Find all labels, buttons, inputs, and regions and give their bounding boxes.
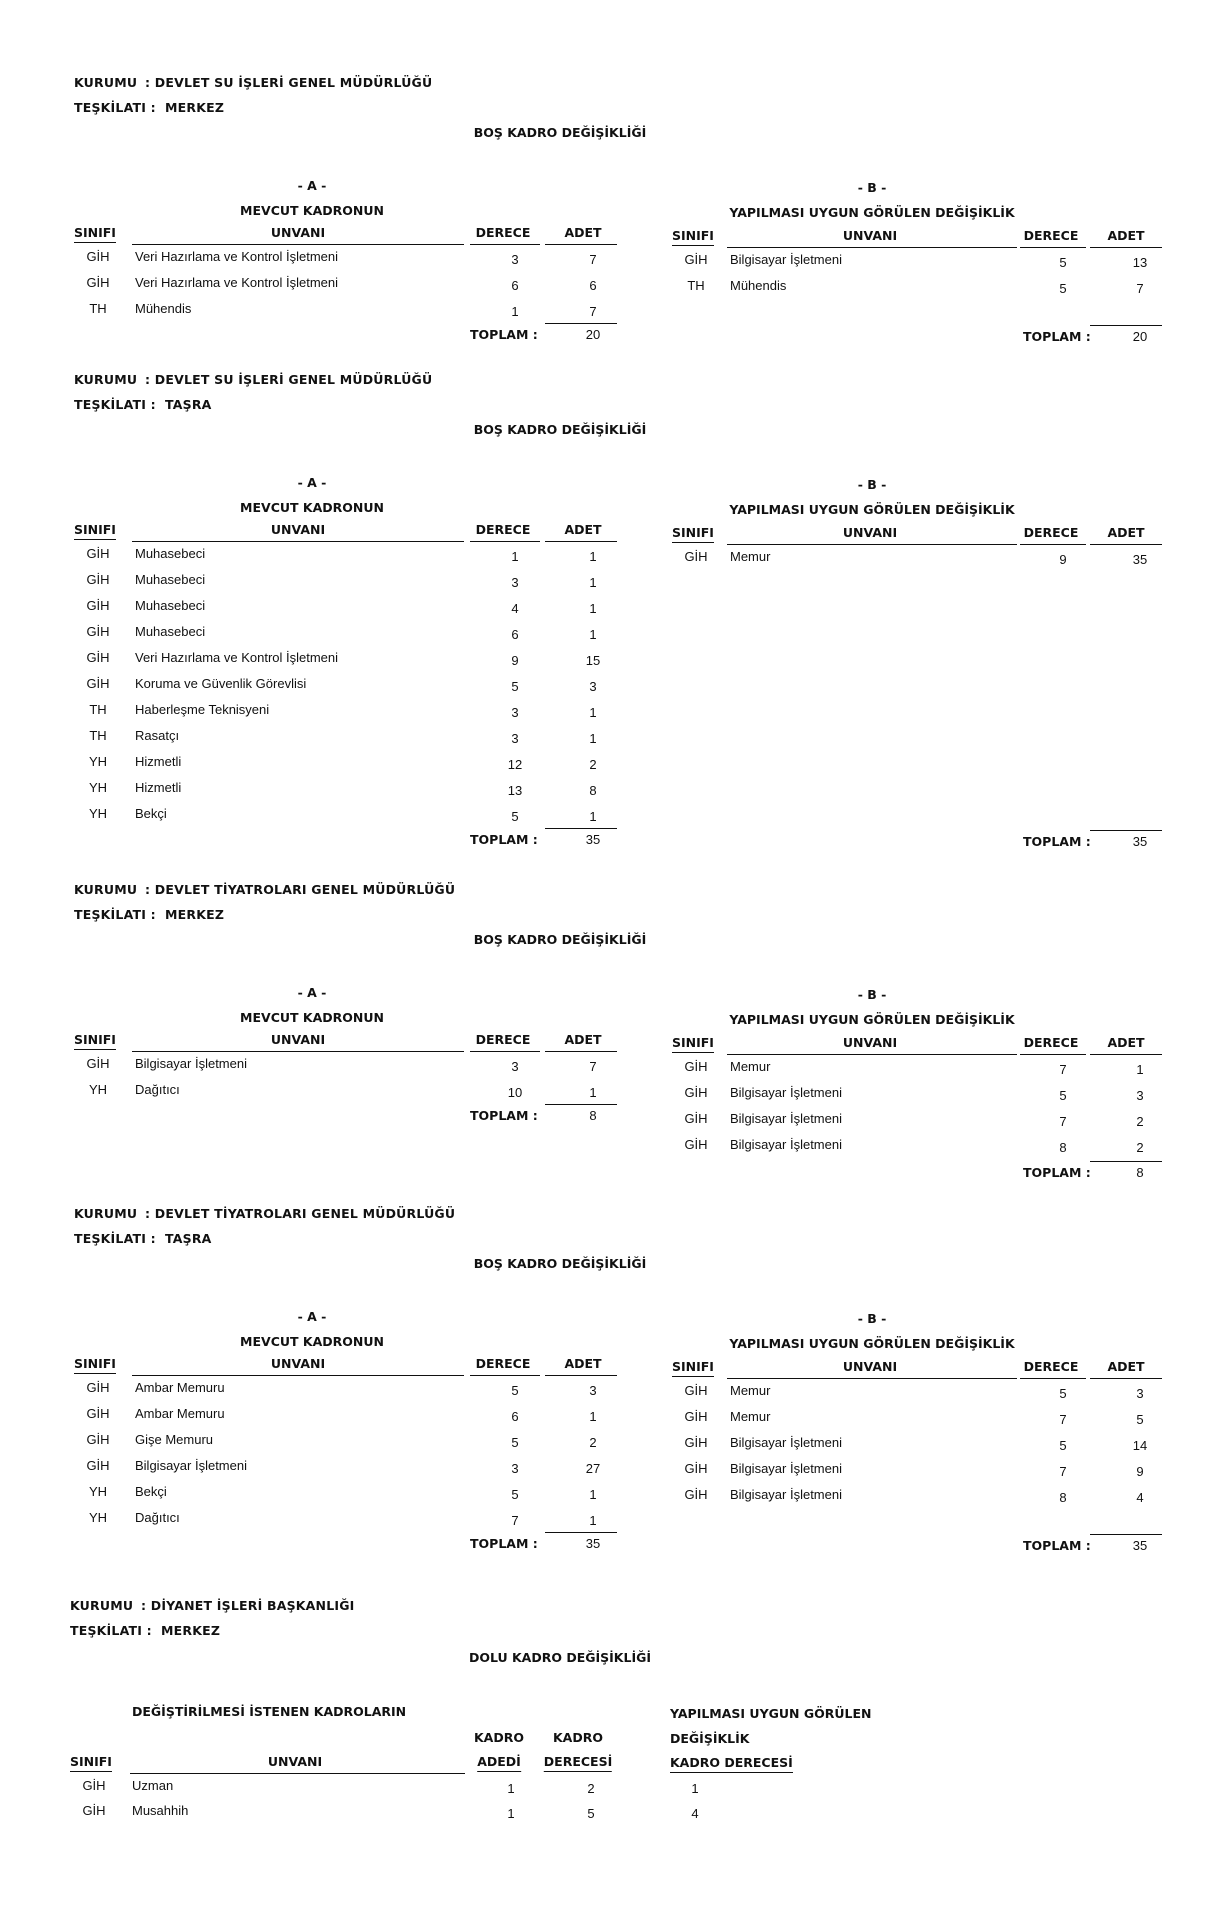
a-row-derece: 7 (511, 1513, 519, 1528)
a-total-value: 35 (585, 832, 601, 847)
b-header-rule-unvan (727, 247, 1017, 248)
a-col-unvani: UNVANI (270, 1032, 326, 1047)
a-row-adet: 2 (589, 1435, 597, 1450)
a-row-derece: 5 (511, 679, 519, 694)
b-row-sinif: GİH (684, 1409, 708, 1424)
b-heading: YAPILMASI UYGUN GÖRÜLEN DEĞİŞİKLİK (729, 1336, 1015, 1351)
b-row-derece: 7 (1059, 1412, 1067, 1427)
kurumu-label: KURUMU (74, 372, 138, 387)
a-row-sinif: GİH (86, 624, 110, 639)
b-row-derece: 9 (1059, 552, 1067, 567)
dolu-row-derecesi: 2 (587, 1781, 595, 1796)
b-col-sinifi: SINIFI (672, 1359, 714, 1377)
b-header-rule-adet (1090, 1054, 1162, 1055)
col-unvani: UNVANI (267, 1754, 323, 1769)
teskilati-value: MERKEZ (165, 907, 225, 922)
b-col-adet: ADET (1107, 525, 1145, 540)
a-row-sinif: YH (88, 1082, 108, 1097)
section-title: BOŞ KADRO DEĞİŞİKLİĞİ (473, 1256, 647, 1271)
b-total-rule (1090, 1161, 1162, 1162)
section-title: DOLU KADRO DEĞİŞİKLİĞİ (468, 1650, 652, 1665)
b-row-adet: 1 (1136, 1062, 1144, 1077)
b-total-label: TOPLAM : (1023, 1538, 1091, 1553)
a-row-sinif: GİH (86, 676, 110, 691)
b-row-adet: 7 (1136, 281, 1144, 296)
b-col-adet: ADET (1107, 228, 1145, 243)
a-row-sinif: GİH (86, 1380, 110, 1395)
degistirilmesi-heading: DEĞİŞTİRİLMESİ İSTENEN KADROLARIN (132, 1704, 407, 1719)
a-row-adet: 1 (589, 601, 597, 616)
b-col-sinifi: SINIFI (672, 525, 714, 543)
a-row-unvan: Dağıtıcı (135, 1510, 180, 1525)
b-total-rule (1090, 325, 1162, 326)
dolu-row-adedi: 1 (507, 1806, 515, 1821)
b-row-unvan: Bilgisayar İşletmeni (730, 1137, 842, 1152)
dolu-row-unvan: Musahhih (132, 1803, 189, 1818)
teskilati-value: TAŞRA (165, 1231, 212, 1246)
b-marker: - B - (857, 987, 887, 1002)
a-row-sinif: GİH (86, 546, 110, 561)
b-row-sinif: TH (687, 278, 705, 293)
b-row-derece: 5 (1059, 255, 1067, 270)
a-row-unvan: Muhasebeci (135, 572, 206, 587)
a-row-unvan: Rasatçı (135, 728, 180, 743)
b-row-sinif: GİH (684, 1435, 708, 1450)
b-row-unvan: Bilgisayar İşletmeni (730, 1461, 842, 1476)
a-col-sinifi: SINIFI (74, 225, 116, 243)
a-header-rule-adet (545, 541, 617, 542)
b-row-unvan: Mühendis (730, 278, 787, 293)
a-header-rule-derece (470, 1051, 540, 1052)
a-row-unvan: Bilgisayar İşletmeni (135, 1056, 247, 1071)
section-title: BOŞ KADRO DEĞİŞİKLİĞİ (473, 422, 647, 437)
a-col-unvani: UNVANI (270, 225, 326, 240)
b-row-adet: 13 (1132, 255, 1148, 270)
a-row-adet: 3 (589, 679, 597, 694)
a-header-rule-unvan (132, 541, 464, 542)
a-row-unvan: Ambar Memuru (135, 1380, 225, 1395)
a-header-rule-unvan (132, 244, 464, 245)
a-row-adet: 1 (589, 809, 597, 824)
teskilati-label: TEŞKİLATI : (74, 1231, 156, 1246)
a-header-rule-derece (470, 1375, 540, 1376)
dolu-row-sinif: GİH (82, 1803, 106, 1818)
teskilati-value: MERKEZ (165, 100, 225, 115)
a-header-rule-unvan (132, 1051, 464, 1052)
b-header-rule-unvan (727, 1378, 1017, 1379)
a-row-derece: 5 (511, 1435, 519, 1450)
a-row-derece: 3 (511, 1059, 519, 1074)
a-row-derece: 3 (511, 252, 519, 267)
kurumu-label: KURUMU (74, 75, 138, 90)
b-row-unvan: Bilgisayar İşletmeni (730, 1085, 842, 1100)
b-row-derece: 8 (1059, 1490, 1067, 1505)
teskilati-label: TEŞKİLATI : (74, 907, 156, 922)
b-header-rule-derece (1020, 1378, 1086, 1379)
b-row-adet: 4 (1136, 1490, 1144, 1505)
a-marker: - A - (297, 985, 327, 1000)
b-row-sinif: GİH (684, 549, 708, 564)
a-row-sinif: GİH (86, 1432, 110, 1447)
a-row-unvan: Dağıtıcı (135, 1082, 180, 1097)
a-total-rule (545, 1532, 617, 1533)
a-col-sinifi: SINIFI (74, 1356, 116, 1374)
a-row-derece: 12 (507, 757, 523, 772)
b-row-unvan: Memur (730, 1409, 771, 1424)
b-marker: - B - (857, 477, 887, 492)
b-row-derece: 8 (1059, 1140, 1067, 1155)
b-header-rule-unvan (727, 544, 1017, 545)
a-col-adet: ADET (564, 1356, 602, 1371)
a-total-label: TOPLAM : (470, 832, 538, 847)
b-total-value: 8 (1136, 1165, 1144, 1180)
a-heading: MEVCUT KADRONUN (240, 500, 384, 515)
col-kadro-derecesi: KADRO DERECESİ (670, 1755, 793, 1773)
kurumu-label: KURUMU (74, 882, 138, 897)
col-adedi: ADEDİ (477, 1754, 521, 1772)
a-row-adet: 6 (589, 278, 597, 293)
b-col-sinifi: SINIFI (672, 1035, 714, 1053)
a-row-sinif: TH (89, 728, 107, 743)
b-row-sinif: GİH (684, 1137, 708, 1152)
a-header-rule-unvan (132, 1375, 464, 1376)
a-row-derece: 3 (511, 731, 519, 746)
b-row-derece: 7 (1059, 1464, 1067, 1479)
a-row-unvan: Bekçi (135, 806, 167, 821)
a-total-value: 35 (585, 1536, 601, 1551)
a-row-unvan: Hizmetli (135, 780, 182, 795)
a-total-label: TOPLAM : (470, 327, 538, 342)
b-row-adet: 3 (1136, 1386, 1144, 1401)
a-col-unvani: UNVANI (270, 522, 326, 537)
a-row-adet: 1 (589, 549, 597, 564)
a-row-unvan: Gişe Memuru (135, 1432, 214, 1447)
a-row-sinif: GİH (86, 1406, 110, 1421)
b-row-unvan: Bilgisayar İşletmeni (730, 1111, 842, 1126)
a-row-sinif: GİH (86, 598, 110, 613)
b-total-value: 35 (1132, 834, 1148, 849)
a-row-derece: 5 (511, 1487, 519, 1502)
a-row-adet: 1 (589, 1487, 597, 1502)
a-col-adet: ADET (564, 522, 602, 537)
b-row-sinif: GİH (684, 1111, 708, 1126)
a-row-sinif: GİH (86, 249, 110, 264)
b-row-unvan: Bilgisayar İşletmeni (730, 1435, 842, 1450)
a-row-adet: 1 (589, 1513, 597, 1528)
dolu-row-sinif: GİH (82, 1778, 106, 1793)
a-total-rule (545, 1104, 617, 1105)
a-row-adet: 7 (589, 304, 597, 319)
a-row-unvan: Muhasebeci (135, 598, 206, 613)
a-col-adet: ADET (564, 225, 602, 240)
a-marker: - A - (297, 178, 327, 193)
b-header-rule-derece (1020, 1054, 1086, 1055)
b-total-label: TOPLAM : (1023, 834, 1091, 849)
a-row-sinif: TH (89, 301, 107, 316)
a-row-adet: 15 (585, 653, 601, 668)
a-col-adet: ADET (564, 1032, 602, 1047)
b-total-label: TOPLAM : (1023, 1165, 1091, 1180)
b-marker: - B - (857, 1311, 887, 1326)
b-row-sinif: GİH (684, 1085, 708, 1100)
b-row-unvan: Bilgisayar İşletmeni (730, 1487, 842, 1502)
b-row-unvan: Memur (730, 1059, 771, 1074)
a-total-value: 20 (585, 327, 601, 342)
b-row-adet: 14 (1132, 1438, 1148, 1453)
a-col-sinifi: SINIFI (74, 522, 116, 540)
b-row-sinif: GİH (684, 252, 708, 267)
header-rule-unvan (130, 1773, 465, 1774)
a-row-adet: 8 (589, 783, 597, 798)
a-row-derece: 1 (511, 549, 519, 564)
b-col-derece: DERECE (1023, 1035, 1079, 1050)
b-col-derece: DERECE (1023, 525, 1079, 540)
a-col-unvani: UNVANI (270, 1356, 326, 1371)
a-heading: MEVCUT KADRONUN (240, 1010, 384, 1025)
a-row-unvan: Veri Hazırlama ve Kontrol İşletmeni (135, 650, 339, 665)
a-row-sinif: GİH (86, 1056, 110, 1071)
a-row-derece: 4 (511, 601, 519, 616)
b-header-rule-adet (1090, 544, 1162, 545)
teskilati-label: TEŞKİLATI : (70, 1623, 152, 1638)
a-row-sinif: GİH (86, 275, 110, 290)
a-row-unvan: Muhasebeci (135, 546, 206, 561)
b-total-label: TOPLAM : (1023, 329, 1091, 344)
col-kadro-1: KADRO (474, 1730, 524, 1745)
section-title: BOŞ KADRO DEĞİŞİKLİĞİ (473, 932, 647, 947)
a-total-rule (545, 828, 617, 829)
a-row-adet: 1 (589, 575, 597, 590)
a-row-unvan: Mühendis (135, 301, 192, 316)
b-marker: - B - (857, 180, 887, 195)
a-row-adet: 2 (589, 757, 597, 772)
kurumu-value: : DEVLET TİYATROLARI GENEL MÜDÜRLÜĞÜ (145, 882, 456, 897)
a-total-value: 8 (589, 1108, 597, 1123)
a-row-derece: 3 (511, 575, 519, 590)
a-row-sinif: YH (88, 780, 108, 795)
a-header-rule-derece (470, 244, 540, 245)
a-row-adet: 1 (589, 731, 597, 746)
b-row-derece: 5 (1059, 1438, 1067, 1453)
b-col-unvani: UNVANI (842, 1359, 898, 1374)
b-row-adet: 2 (1136, 1140, 1144, 1155)
b-row-derece: 5 (1059, 281, 1067, 296)
a-col-sinifi: SINIFI (74, 1032, 116, 1050)
kurumu-label: KURUMU (74, 1206, 138, 1221)
a-total-rule (545, 323, 617, 324)
b-col-unvani: UNVANI (842, 1035, 898, 1050)
b-total-value: 35 (1132, 1538, 1148, 1553)
b-row-sinif: GİH (684, 1487, 708, 1502)
teskilati-label: TEŞKİLATI : (74, 397, 156, 412)
a-row-adet: 7 (589, 252, 597, 267)
a-row-sinif: YH (88, 806, 108, 821)
dolu-row-yeni: 1 (691, 1781, 699, 1796)
col-kadro-2: KADRO (553, 1730, 603, 1745)
a-row-unvan: Muhasebeci (135, 624, 206, 639)
a-heading: MEVCUT KADRONUN (240, 203, 384, 218)
a-row-sinif: GİH (86, 1458, 110, 1473)
a-row-derece: 5 (511, 1383, 519, 1398)
a-row-adet: 1 (589, 627, 597, 642)
a-row-unvan: Veri Hazırlama ve Kontrol İşletmeni (135, 275, 339, 290)
kurumu-value: : DEVLET SU İŞLERİ GENEL MÜDÜRLÜĞÜ (145, 75, 433, 90)
b-row-adet: 3 (1136, 1088, 1144, 1103)
b-total-rule (1090, 1534, 1162, 1535)
b-total-rule (1090, 830, 1162, 831)
a-header-rule-adet (545, 244, 617, 245)
a-row-derece: 6 (511, 278, 519, 293)
b-heading: YAPILMASI UYGUN GÖRÜLEN DEĞİŞİKLİK (729, 1012, 1015, 1027)
a-marker: - A - (297, 475, 327, 490)
a-row-sinif: TH (89, 702, 107, 717)
b-col-derece: DERECE (1023, 1359, 1079, 1374)
b-row-unvan: Bilgisayar İşletmeni (730, 252, 842, 267)
b-row-adet: 2 (1136, 1114, 1144, 1129)
b-col-adet: ADET (1107, 1359, 1145, 1374)
a-row-adet: 27 (585, 1461, 601, 1476)
degisiklik-heading: DEĞİŞİKLİK (670, 1731, 750, 1746)
b-header-rule-derece (1020, 544, 1086, 545)
a-row-adet: 1 (589, 1409, 597, 1424)
b-row-sinif: GİH (684, 1059, 708, 1074)
dolu-row-adedi: 1 (507, 1781, 515, 1796)
kurumu-value: : DİYANET İŞLERİ BAŞKANLIĞI (141, 1598, 355, 1613)
teskilati-value: MERKEZ (161, 1623, 221, 1638)
b-header-rule-adet (1090, 1378, 1162, 1379)
kurumu-label: KURUMU (70, 1598, 134, 1613)
col-derecesi: DERECESİ (544, 1754, 612, 1772)
a-row-sinif: YH (88, 754, 108, 769)
a-row-unvan: Hizmetli (135, 754, 182, 769)
b-header-rule-adet (1090, 247, 1162, 248)
b-col-unvani: UNVANI (842, 525, 898, 540)
b-col-sinifi: SINIFI (672, 228, 714, 246)
a-row-unvan: Bilgisayar İşletmeni (135, 1458, 247, 1473)
dolu-row-yeni: 4 (691, 1806, 699, 1821)
b-col-derece: DERECE (1023, 228, 1079, 243)
a-row-derece: 5 (511, 809, 519, 824)
b-header-rule-derece (1020, 247, 1086, 248)
a-col-derece: DERECE (475, 1032, 531, 1047)
a-col-derece: DERECE (475, 1356, 531, 1371)
a-row-unvan: Haberleşme Teknisyeni (135, 702, 270, 717)
b-row-derece: 7 (1059, 1062, 1067, 1077)
a-row-sinif: GİH (86, 650, 110, 665)
b-row-sinif: GİH (684, 1461, 708, 1476)
b-row-adet: 9 (1136, 1464, 1144, 1479)
b-row-unvan: Memur (730, 549, 771, 564)
a-total-label: TOPLAM : (470, 1536, 538, 1551)
teskilati-label: TEŞKİLATI : (74, 100, 156, 115)
b-total-value: 20 (1132, 329, 1148, 344)
col-sinifi: SINIFI (70, 1754, 112, 1772)
b-heading: YAPILMASI UYGUN GÖRÜLEN DEĞİŞİKLİK (729, 205, 1015, 220)
a-row-unvan: Ambar Memuru (135, 1406, 225, 1421)
b-row-derece: 5 (1059, 1088, 1067, 1103)
a-row-derece: 3 (511, 705, 519, 720)
b-col-adet: ADET (1107, 1035, 1145, 1050)
kurumu-value: : DEVLET TİYATROLARI GENEL MÜDÜRLÜĞÜ (145, 1206, 456, 1221)
a-row-unvan: Bekçi (135, 1484, 167, 1499)
b-row-adet: 5 (1136, 1412, 1144, 1427)
a-row-sinif: YH (88, 1484, 108, 1499)
a-header-rule-derece (470, 541, 540, 542)
a-row-derece: 3 (511, 1461, 519, 1476)
a-header-rule-adet (545, 1051, 617, 1052)
a-row-sinif: GİH (86, 572, 110, 587)
a-marker: - A - (297, 1309, 327, 1324)
a-col-derece: DERECE (475, 225, 531, 240)
b-row-derece: 5 (1059, 1386, 1067, 1401)
b-heading: YAPILMASI UYGUN GÖRÜLEN DEĞİŞİKLİK (729, 502, 1015, 517)
a-row-adet: 3 (589, 1383, 597, 1398)
dolu-row-unvan: Uzman (132, 1778, 174, 1793)
yapilmasi-heading: YAPILMASI UYGUN GÖRÜLEN (670, 1706, 872, 1721)
a-header-rule-adet (545, 1375, 617, 1376)
b-row-sinif: GİH (684, 1383, 708, 1398)
a-row-adet: 1 (589, 705, 597, 720)
b-row-adet: 35 (1132, 552, 1148, 567)
b-row-derece: 7 (1059, 1114, 1067, 1129)
a-row-derece: 13 (507, 783, 523, 798)
a-row-adet: 7 (589, 1059, 597, 1074)
a-row-unvan: Veri Hazırlama ve Kontrol İşletmeni (135, 249, 339, 264)
kurumu-value: : DEVLET SU İŞLERİ GENEL MÜDÜRLÜĞÜ (145, 372, 433, 387)
b-col-unvani: UNVANI (842, 228, 898, 243)
teskilati-value: TAŞRA (165, 397, 212, 412)
b-header-rule-unvan (727, 1054, 1017, 1055)
dolu-row-derecesi: 5 (587, 1806, 595, 1821)
section-title: BOŞ KADRO DEĞİŞİKLİĞİ (473, 125, 647, 140)
a-row-derece: 6 (511, 1409, 519, 1424)
a-row-sinif: YH (88, 1510, 108, 1525)
a-row-derece: 10 (507, 1085, 523, 1100)
a-row-derece: 1 (511, 304, 519, 319)
a-heading: MEVCUT KADRONUN (240, 1334, 384, 1349)
a-total-label: TOPLAM : (470, 1108, 538, 1123)
b-row-unvan: Memur (730, 1383, 771, 1398)
a-row-unvan: Koruma ve Güvenlik Görevlisi (135, 676, 307, 691)
a-row-adet: 1 (589, 1085, 597, 1100)
a-col-derece: DERECE (475, 522, 531, 537)
a-row-derece: 9 (511, 653, 519, 668)
a-row-derece: 6 (511, 627, 519, 642)
